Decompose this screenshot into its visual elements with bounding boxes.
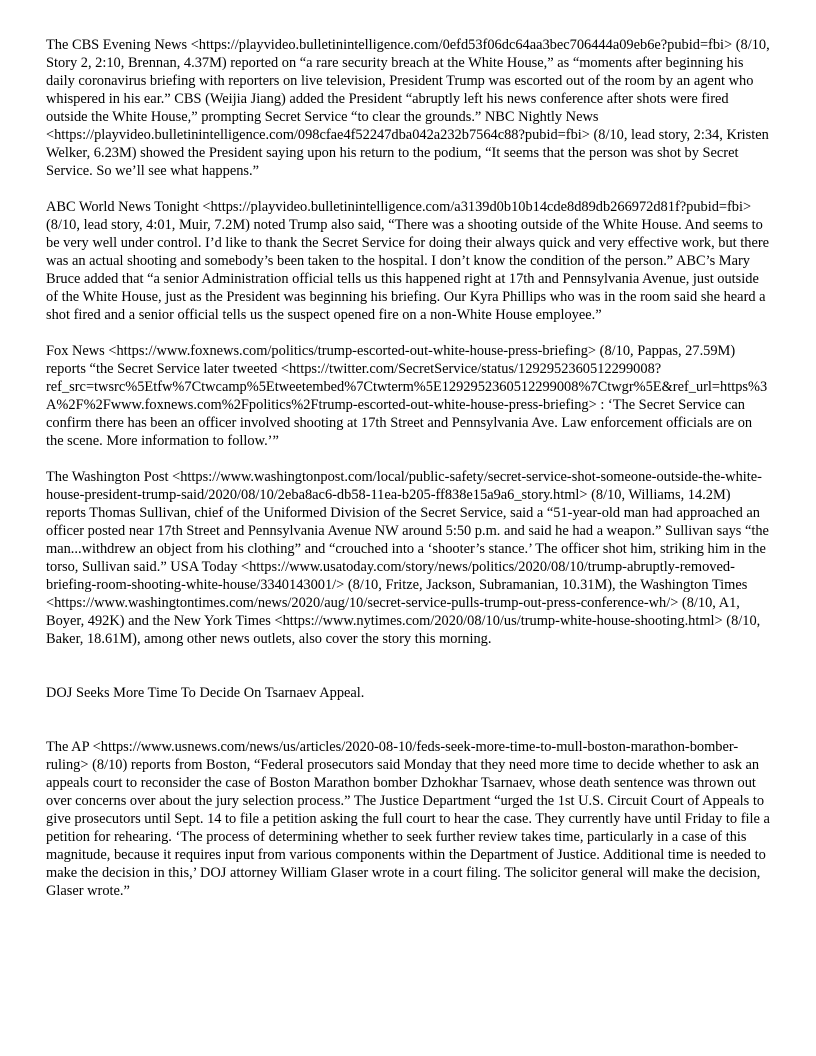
section-heading: DOJ Seeks More Time To Decide On Tsarnaev Appeal.	[46, 685, 365, 701]
paragraph-spacer	[46, 324, 772, 342]
paragraph-cbs-nbc: The CBS Evening News <https://playvideo.bulletinintelligence.com/0efd53f06dc64aa3bec706444a09eb6e?pubid=fbi> (8/10, Story 2, 2:10, Brennan, 4.37M) reported on “a rare security breach at the White House,” as “moments after beginning his daily coronavirus briefing with reporters on live television, President Trump was escorted out of the room by an agent who whispered in his ear.” CBS (Weijia Jiang) added the President “abruptly left his news conference after shots were fired outside the White House,” prompting Secret Service “to clear the grounds.” NBC Nightly News <https://playvideo.bulletinintelligence.com/098cfae4f52247dba042a232b7564c88?pubid=fbi> (8/10, lead story, 2:34, Kristen Welker, 6.23M) showed the President saying upon his return to the podium, “It seems that the person was shot by Secret Service. So we’ll see what happens.”	[46, 37, 770, 179]
document-page	[46, 36, 772, 900]
paragraph-spacer	[46, 450, 772, 468]
paragraph-washington-post: The Washington Post <https://www.washingtonpost.com/local/public-safety/secret-service-shot-someone-outside-the-white-house-president-trump-said/2020/08/10/2eba8ac6-db58-11ea-b205-ff838e15a9a6_story.html> (8/10, Williams, 14.2M) reports Thomas Sullivan, chief of the Uniformed Division of the Secret Service, said a “51-year-old man had approached an officer posted near 17th Street and Pennsylvania Avenue NW around 5:50 p.m. and said he had a weapon.” Sullivan says “the man...withdrew an object from his clothing” and “crouched into a ‘shooter’s stance.’ The officer shot him, striking him in the torso, Sullivan said.” USA Today <https://www.usatoday.com/story/news/politics/2020/08/10/trump-abruptly-removed-briefing-room-shooting-white-house/3340143001/> (8/10, Fritze, Jackson, Subramanian, 10.31M), the Washington Times <https://www.washingtontimes.com/news/2020/aug/10/secret-service-pulls-trump-out-press-conference-wh/> (8/10, A1, Boyer, 492K) and the New York Times <https://www.nytimes.com/2020/08/10/us/trump-white-house-shooting.html> (8/10, Baker, 18.61M), among other news outlets, also cover the story this morning.	[46, 469, 769, 647]
paragraph-fox: Fox News <https://www.foxnews.com/politics/trump-escorted-out-white-house-press-briefing> (8/10, Pappas, 27.59M) reports “the Secret Service later tweeted <https://twitter.com/SecretService/status/1292952360512299008?ref_src=twsrc%5Etfw%7Ctwcamp%5Etweetembed%7Ctwterm%5E1292952360512299008%7Ctwgr%5E&ref_url=https%3A%2F%2Fwww.foxnews.com%2Fpolitics%2Ftrump-escorted-out-white-house-press-briefing> : ‘The Secret Service can confirm there has been an officer involved shooting at 17th Street and Pennsylvania Ave. Law enforcement officials are on the scene. More information to follow.’”	[46, 343, 768, 449]
section-spacer	[46, 702, 772, 738]
paragraph-spacer	[46, 180, 772, 198]
paragraph-abc: ABC World News Tonight <https://playvideo.bulletinintelligence.com/a3139d0b10b14cde8d89db266972d81f?pubid=fbi> (8/10, lead story, 4:01, Muir, 7.2M) noted Trump also said, “There was a shooting outside of the White House. And seems to be very well under control. I’d like to thank the Secret Service for doing their always quick and very effective work, but there was an actual shooting and somebody’s been taken to the hospital. I don’t know the condition of the person.” ABC’s Mary Bruce added that “a senior Administration official tells us this happened right at 17th and Pennsylvania Avenue, just outside of the White House, just as the President was beginning his briefing. Our Kyra Phillips who was in the room said she heard a shot fired and a senior official tells us the suspect opened fire on a non-White House employee.”	[46, 199, 770, 323]
paragraph-ap: The AP <https://www.usnews.com/news/us/articles/2020-08-10/feds-seek-more-time-to-mull-boston-marathon-bomber-ruling> (8/10) reports from Boston, “Federal prosecutors said Monday that they need more time to decide whether to ask an appeals court to reconsider the case of Boston Marathon bomber Dzhokhar Tsarnaev, whose death sentence was thrown out over concerns over about the jury selection process.” The Justice Department “urged the 1st U.S. Circuit Court of Appeals to give prosecutors until Sept. 14 to file a petition asking the full court to hear the case. They currently have until Friday to file a petition for rehearing. ‘The process of determining whether to seek further review takes time, particularly in a case of this magnitude, because it requires input from various components within the Department of Justice. Additional time is needed to make the decision in this,’ DOJ attorney William Glaser wrote in a court filing. The solicitor general will make the decision, Glaser wrote.”	[46, 739, 770, 899]
section-spacer	[46, 648, 772, 684]
